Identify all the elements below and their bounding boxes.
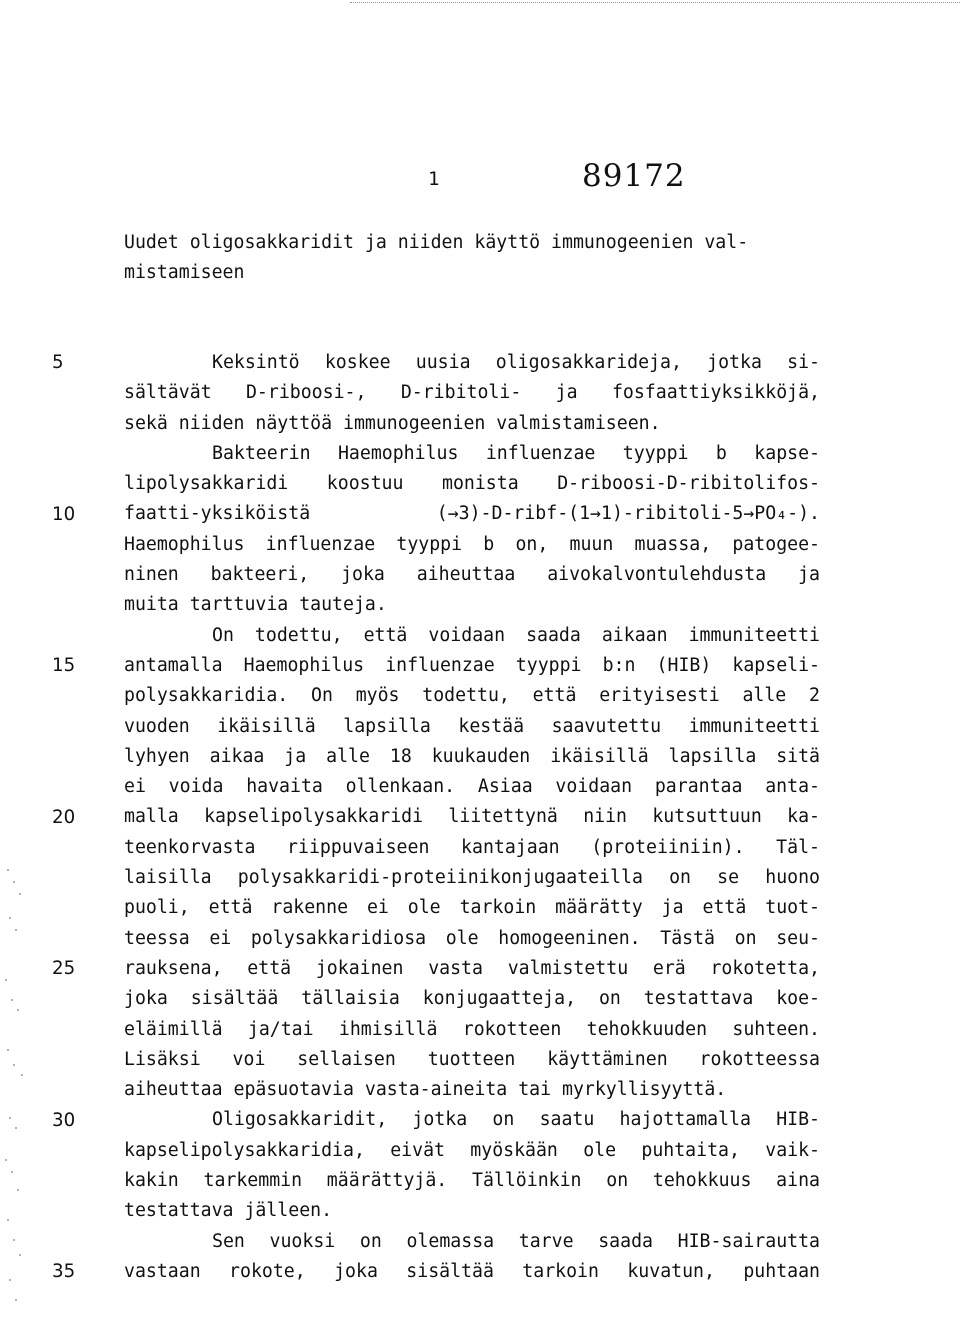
body-line: malla kapselipolysakkaridi liitettynä niin kutsuttuun ka- [124, 806, 820, 828]
body-line: polysakkaridia. On myös todettu, että erityisesti alle 2 [124, 685, 820, 707]
title-line: mistamiseen [124, 262, 245, 284]
line-number: 35 [52, 1261, 76, 1282]
body-line: aiheuttaa epäsuotavia vasta-aineita tai myrkyllisyyttä. [124, 1079, 727, 1101]
body-line: ninen bakteeri, joka aiheuttaa aivokalvontulehdusta ja [124, 564, 820, 586]
body-line: testattava jälleen. [124, 1200, 333, 1222]
body-line: Sen vuoksi on olemassa tarve saada HIB-sairautta [212, 1230, 820, 1252]
page-number: 1 [428, 168, 440, 190]
document-body [124, 348, 820, 1287]
scan-speckle-artifacts [0, 860, 60, 1320]
line-number: 5 [52, 352, 64, 373]
body-line: vuoden ikäisillä lapsilla kestää saavutettu immuniteetti [124, 715, 820, 737]
body-line: Oligosakkaridit, jotka on saatu hajottamalla HIB- [212, 1109, 820, 1131]
body-line: sältävät D-riboosi-, D-ribitoli- ja fosfaattiyksikköjä, [124, 382, 820, 404]
body-line: puoli, että rakenne ei ole tarkoin määrätty ja että tuot- [124, 897, 820, 919]
document-title [124, 228, 824, 289]
document-number: 89172 [582, 158, 686, 194]
body-line: muita tarttuvia tauteja. [124, 594, 387, 616]
body-line: faatti-yksiköistä (→3)-D-ribf-(1→1)-ribitoli-5→PO₄-). [124, 503, 820, 525]
scan-artifact-top [350, 2, 960, 5]
body-line: lyhyen aikaa ja alle 18 kuukauden ikäisillä lapsilla sitä [124, 745, 820, 767]
body-line: ei voida havaita ollenkaan. Asiaa voidaan parantaa anta- [124, 776, 820, 798]
body-line: laisilla polysakkaridi-proteiinikonjugaateilla on se huono [124, 867, 820, 889]
line-number: 30 [52, 1109, 76, 1131]
body-line: On todettu, että voidaan saada aikaan immuniteetti [212, 624, 820, 646]
body-line: rauksena, että jokainen vasta valmistettu erä rokotetta, [124, 957, 820, 979]
body-line: teessa ei polysakkaridiosa ole homogeeninen. Tästä on seu- [124, 927, 820, 949]
body-line: antamalla Haemophilus influenzae tyyppi b:n (HIB) kapseli- [124, 654, 820, 676]
line-number: 25 [52, 958, 76, 979]
body-line: Lisäksi voi sellaisen tuotteen käyttäminen rokotteessa [124, 1048, 820, 1070]
title-line: Uudet oligosakkaridit ja niiden käyttö immunogeenien val- [124, 232, 749, 253]
body-line: Haemophilus influenzae tyyppi b on, muun muassa, patogee- [124, 533, 820, 555]
body-line: lipolysakkaridi koostuu monista D-riboosi-D-ribitolifos- [124, 473, 820, 495]
body-line: sekä niiden näyttöä immunogeenien valmistamiseen. [124, 412, 661, 434]
body-line: Keksintö koskee uusia oligosakkarideja, jotka si- [212, 352, 820, 373]
body-line: eläimillä ja/tai ihmisillä rokotteen tehokkuuden suhteen. [124, 1018, 820, 1040]
line-number: 15 [52, 655, 76, 676]
body-line: kapselipolysakkaridia, eivät myöskään ole puhtaita, vaik- [124, 1139, 820, 1161]
body-line: joka sisältää tällaisia konjugaatteja, on testattava koe- [124, 988, 820, 1010]
body-line: teenkorvasta riippuvaiseen kantajaan (proteiiniin). Täl- [124, 836, 820, 858]
body-line: vastaan rokote, joka sisältää tarkoin kuvatun, puhtaan [124, 1260, 820, 1282]
body-line: kakin tarkemmin määrättyjä. Tällöinkin on tehokkuus aina [124, 1170, 820, 1192]
line-number: 20 [52, 806, 76, 828]
body-line: Bakteerin Haemophilus influenzae tyyppi b kapse- [212, 442, 820, 464]
line-number: 10 [52, 503, 76, 525]
